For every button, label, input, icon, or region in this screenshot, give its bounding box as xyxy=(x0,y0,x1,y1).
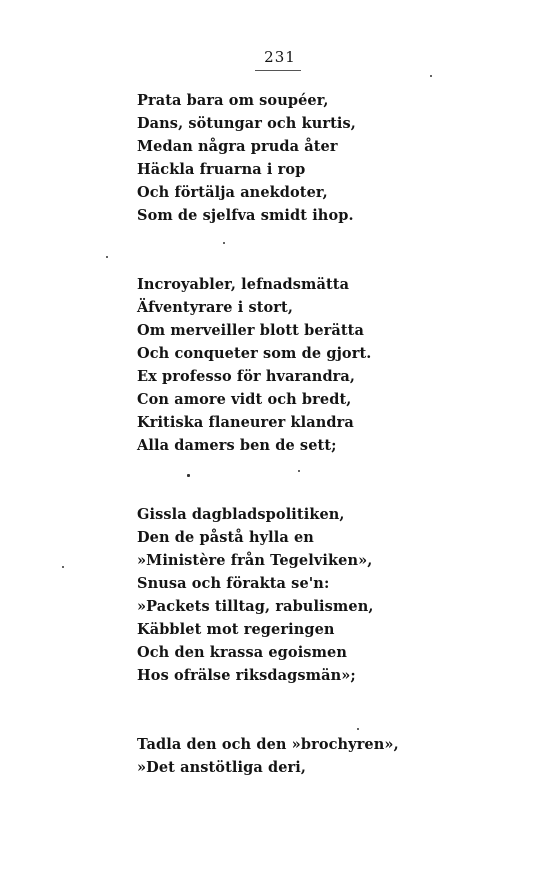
verse-line: Och förtälja anekdoter, xyxy=(137,184,328,201)
scan-speck xyxy=(223,242,225,244)
verse-line: Och conqueter som de gjort. xyxy=(137,345,372,362)
stanza-2 xyxy=(137,273,371,457)
verse-line: Gissla dagbladspolitiken, xyxy=(137,506,345,523)
verse-line: Incroyabler, lefnadsmätta xyxy=(137,276,350,293)
page-number: 231 xyxy=(264,48,296,66)
verse-line: Om merveiller blott berätta xyxy=(137,322,364,339)
verse-line: Käbblet mot regeringen xyxy=(137,621,335,638)
verse-line: Snusa och förakta se'n: xyxy=(137,575,330,592)
verse-line: Som de sjelfva smidt ihop. xyxy=(137,207,354,224)
verse-line: »Det anstötliga deri, xyxy=(137,759,307,776)
verse-line: Häckla fruarna i rop xyxy=(137,161,306,178)
stanza-3 xyxy=(137,503,374,687)
scan-speck xyxy=(106,256,108,258)
verse-line: Tadla den och den »brochyren», xyxy=(137,736,399,753)
verse-line: Prata bara om soupéer, xyxy=(137,92,329,109)
verse-line: Den de påstå hylla en xyxy=(137,529,314,546)
scan-speck xyxy=(298,470,300,472)
verse-line: Medan några pruda åter xyxy=(137,138,338,155)
page-number-underline xyxy=(255,70,301,71)
scan-speck xyxy=(430,75,432,77)
stanza-1 xyxy=(137,89,356,227)
verse-line: Con amore vidt och bredt, xyxy=(137,391,352,408)
scan-speck xyxy=(187,474,190,477)
verse-line: Hos ofrälse riksdagsmän»; xyxy=(137,667,356,684)
stanza-4 xyxy=(137,733,399,779)
verse-line: Äfventyrare i stort, xyxy=(137,299,293,316)
scan-speck xyxy=(357,728,359,730)
verse-line: Dans, sötungar och kurtis, xyxy=(137,115,356,132)
verse-line: »Ministère från Tegelviken», xyxy=(137,552,373,569)
verse-line: »Packets tilltag, rabulismen, xyxy=(137,598,374,615)
verse-line: Och den krassa egoismen xyxy=(137,644,347,661)
verse-line: Alla damers ben de sett; xyxy=(137,437,337,454)
scan-speck xyxy=(62,566,64,568)
verse-line: Kritiska flaneurer klandra xyxy=(137,414,354,431)
verse-line: Ex professo för hvarandra, xyxy=(137,368,356,385)
